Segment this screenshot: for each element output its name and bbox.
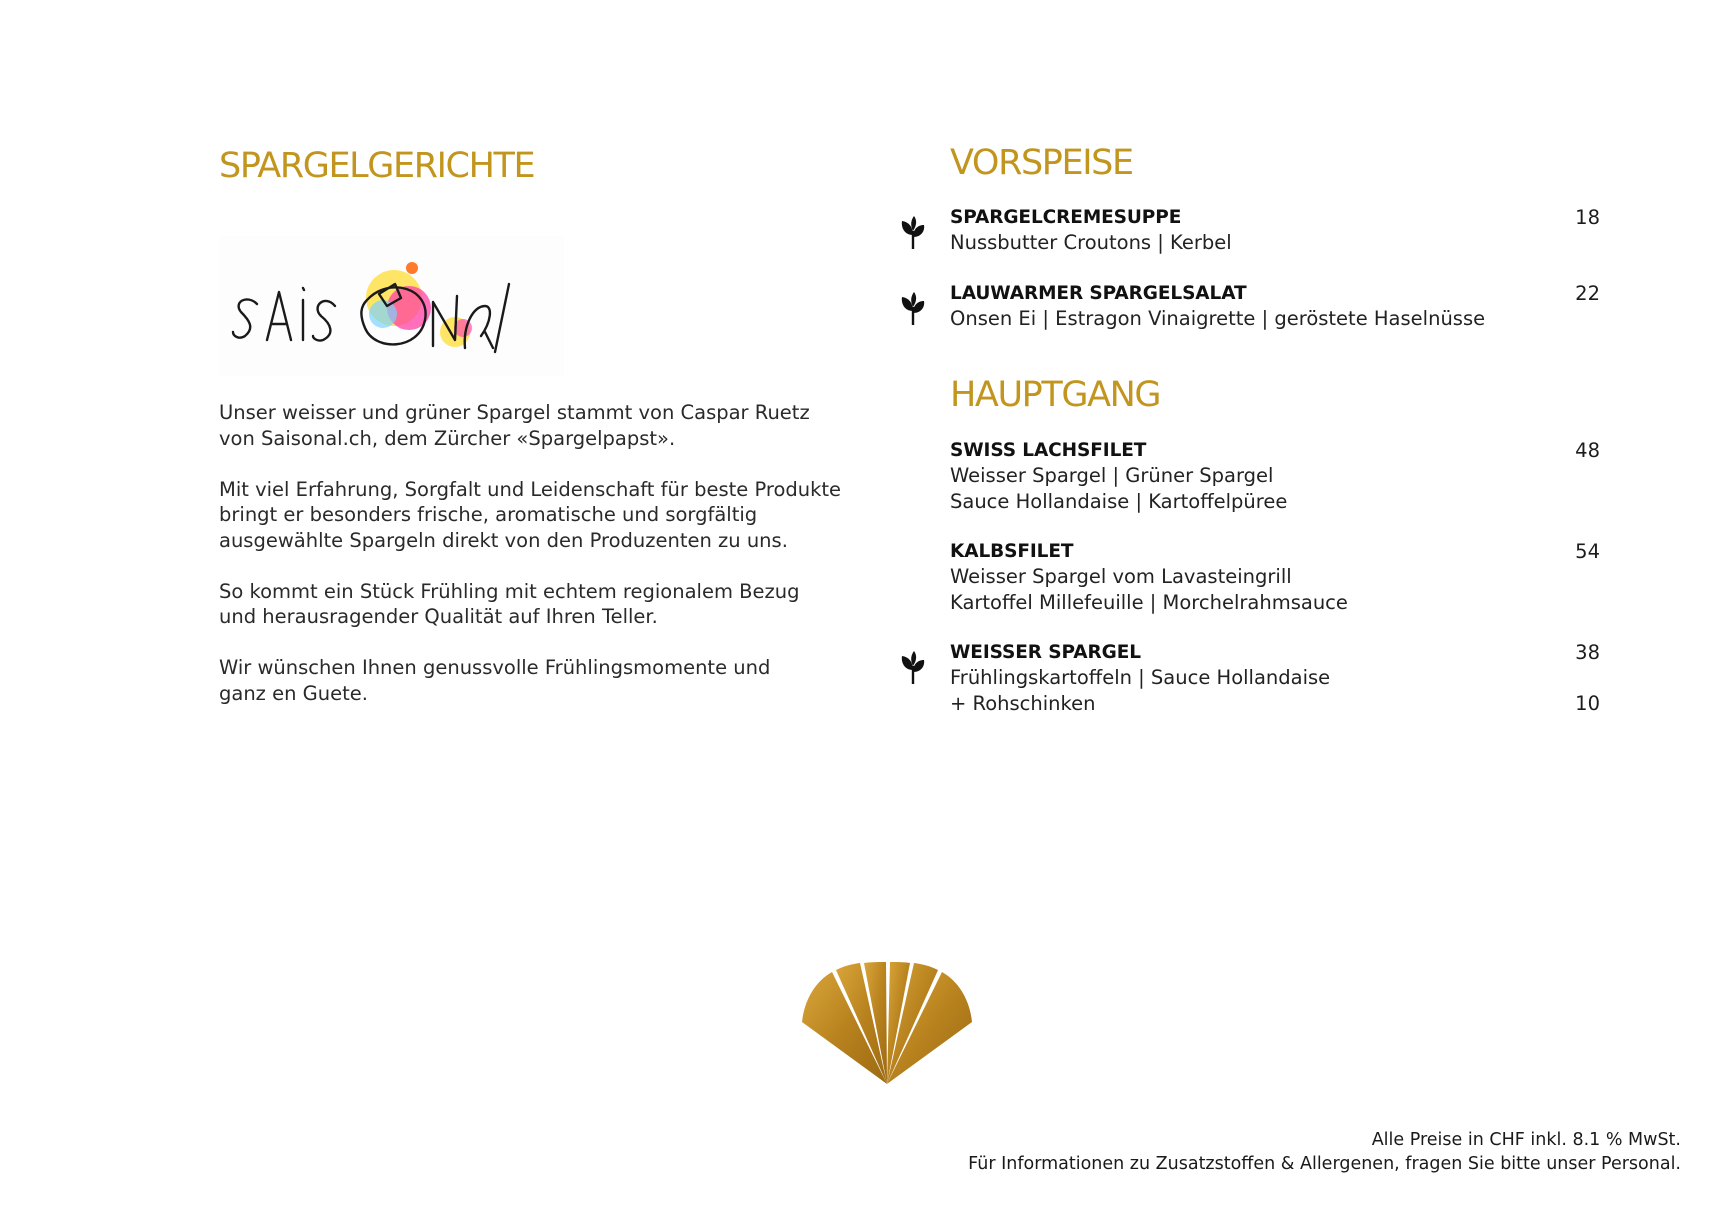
dish-name: LAUWARMER SPARGELSALAT	[950, 283, 1247, 304]
menu-item	[950, 281, 1600, 332]
dish-name: SWISS LACHSFILET	[950, 440, 1147, 461]
dish-description: Onsen Ei | Estragon Vinaigrette | geröstete Haselnüsse	[950, 307, 1486, 330]
dish-price: 48	[1575, 439, 1600, 462]
menu-item	[950, 205, 1600, 256]
menu-item	[950, 438, 1600, 514]
dish-price: 38	[1575, 641, 1600, 664]
footer-allergen-note: Für Informationen zu Zusatzstoffen & Allergenen, fragen Sie bitte unser Personal.	[968, 1154, 1681, 1174]
dish-extra-price: 10	[1575, 691, 1600, 715]
dish-description: Weisser Spargel | Grüner Spargel	[950, 464, 1274, 487]
dish-price: 54	[1575, 540, 1600, 563]
intro-paragraph: Wir wünschen Ihnen genussvolle Frühlingsmomente und ganz en Guete.	[219, 656, 771, 705]
intro-paragraph: Unser weisser und grüner Spargel stammt von Caspar Ruetz von Saisonal.ch, dem Zürcher «Spargelpapst».	[219, 401, 810, 450]
shell-logo-icon	[802, 962, 972, 1087]
dish-extra-label: + Rohschinken	[950, 691, 1096, 715]
leaf-icon	[898, 650, 928, 686]
intro-paragraph: So kommt ein Stück Frühling mit echtem regionalem Bezug und herausragender Qualität auf Ihren Teller.	[219, 579, 800, 628]
dish-description: Nussbutter Croutons | Kerbel	[950, 231, 1232, 254]
menu-item	[950, 640, 1600, 716]
page-title: SPARGELGERICHTE	[219, 146, 535, 186]
dish-price: 22	[1575, 282, 1600, 305]
dish-description: Sauce Hollandaise | Kartoffelpüree	[950, 489, 1288, 513]
dish-description: Frühlingskartoffeln | Sauce Hollandaise	[950, 666, 1331, 689]
intro-text	[219, 400, 859, 732]
leaf-icon	[898, 215, 928, 251]
menu-item	[950, 539, 1600, 615]
dish-name: WEISSER SPARGEL	[950, 642, 1141, 663]
intro-paragraph: Mit viel Erfahrung, Sorgfalt und Leidenschaft für beste Produkte bringt er besonders frische, aromatische und sorgfältig ausgewählte Spargeln direkt von den Produzenten zu uns.	[219, 477, 842, 552]
dish-name: SPARGELCREMESUPPE	[950, 207, 1182, 228]
leaf-icon	[898, 291, 928, 327]
dish-price: 18	[1575, 206, 1600, 229]
dish-description: Kartoffel Millefeuille | Morchelrahmsauce	[950, 590, 1348, 614]
dish-description: Weisser Spargel vom Lavasteingrill	[950, 565, 1292, 588]
footer-price-note: Alle Preise in CHF inkl. 8.1 % MwSt.	[1371, 1130, 1681, 1150]
dish-extra	[950, 691, 1600, 717]
section-title-hauptgang: HAUPTGANG	[950, 375, 1161, 415]
footer-note	[968, 1128, 1681, 1176]
saisonal-logo	[219, 236, 564, 376]
dish-name: KALBSFILET	[950, 541, 1074, 562]
section-title-vorspeise: VORSPEISE	[950, 143, 1133, 183]
